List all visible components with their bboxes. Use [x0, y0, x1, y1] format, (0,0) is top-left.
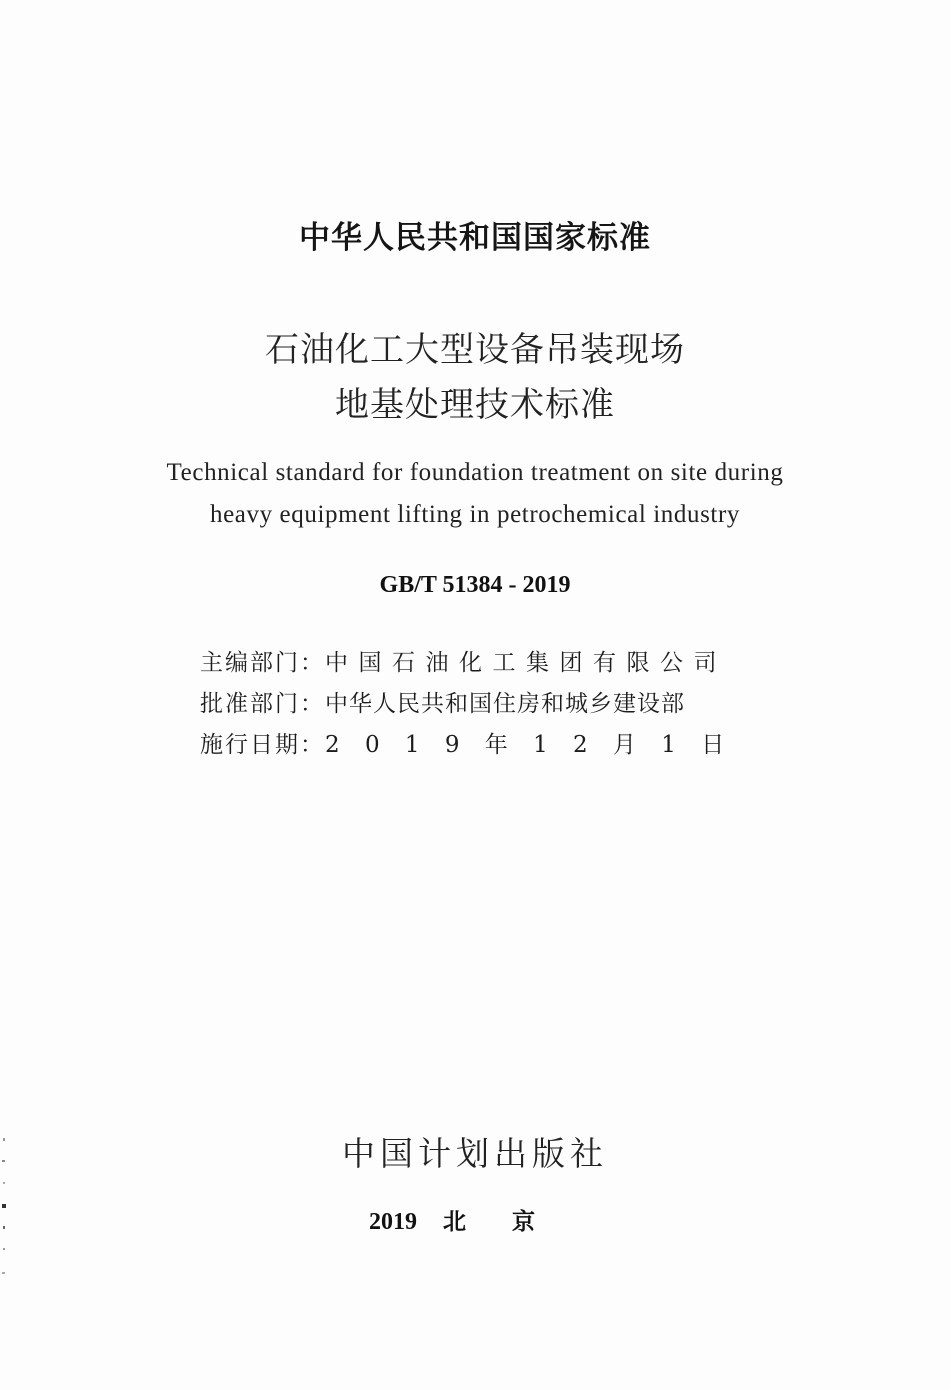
publication-year: 2019: [369, 1209, 417, 1235]
editor-department-value: 中国石油化工集团有限公司: [325, 650, 727, 676]
publisher-name: 中国计划出版社: [342, 1134, 608, 1173]
editor-department-row: [200, 644, 727, 677]
english-title-line-1: Technical standard for foundation treatment on site during: [166, 459, 784, 486]
effective-date-label: 施行日期：: [200, 732, 325, 758]
effective-date-value: 2 0 1 9 年 1 2 月 1 日: [325, 732, 727, 758]
editor-department-label: 主编部门：: [200, 650, 325, 676]
scan-edge-marks: [0, 1130, 10, 1300]
approver-department-value: 中华人民共和国住房和城乡建设部: [325, 691, 685, 717]
chinese-title-line-1: 石油化工大型设备吊装现场: [265, 330, 685, 370]
national-standard-heading: 中华人民共和国国家标准: [299, 220, 651, 256]
approver-department-label: 批准部门：: [200, 691, 325, 717]
effective-date-row: [200, 726, 726, 759]
standard-code: GB/T 51384 - 2019: [379, 572, 571, 598]
english-title-line-2: heavy equipment lifting in petrochemical industry: [210, 501, 740, 528]
publication-line: [0, 1203, 950, 1236]
publication-city: 北京: [443, 1209, 581, 1235]
approver-department-row: [200, 685, 685, 718]
chinese-title-line-2: 地基处理技术标准: [335, 385, 615, 425]
